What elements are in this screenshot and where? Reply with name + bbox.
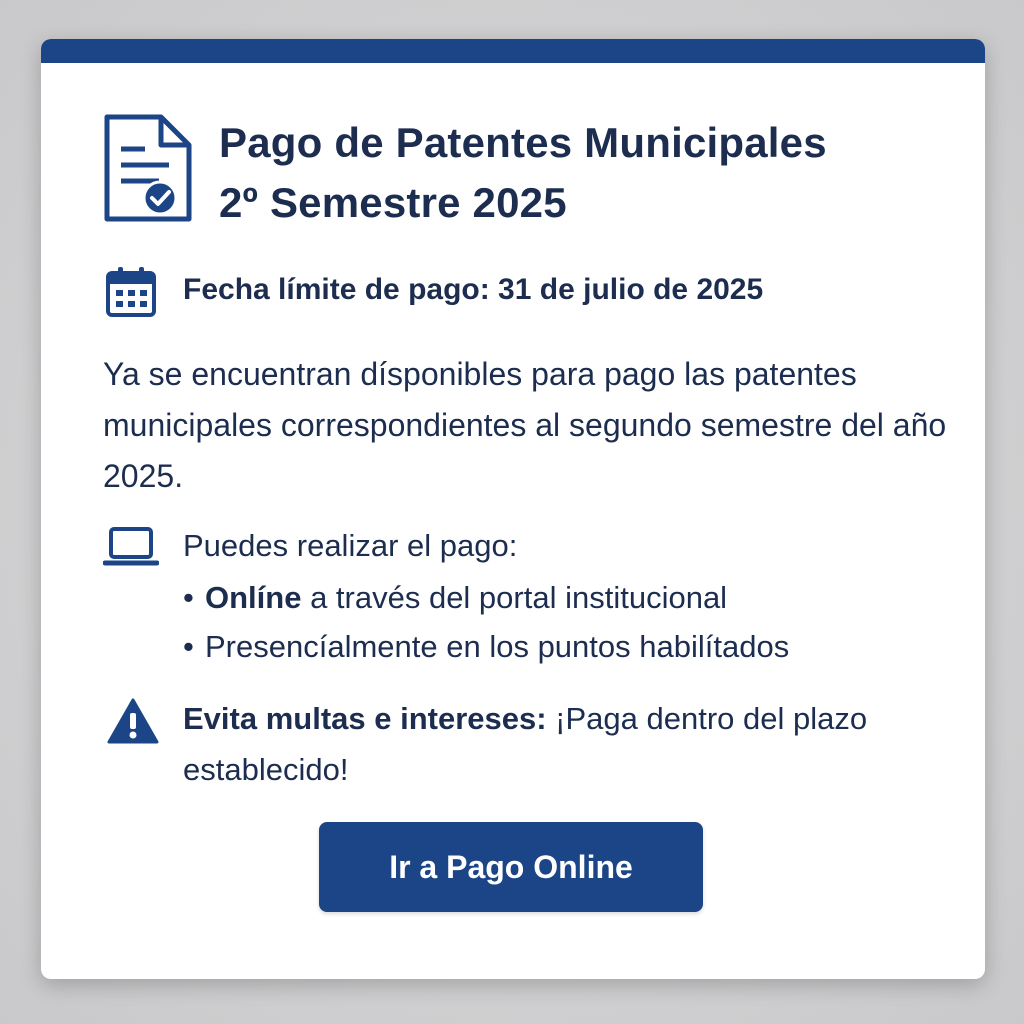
list-item: • Onlíne a través del portal institucional (183, 580, 728, 615)
list-item: • Presencíalmente en los puntos habilítados (183, 629, 790, 664)
payment-list (183, 573, 789, 671)
payment-options (103, 525, 963, 675)
card-top-bar (41, 39, 985, 63)
card-header (103, 111, 943, 231)
document-check-icon (103, 113, 193, 223)
warning-row (103, 693, 963, 803)
warning-text (183, 693, 903, 795)
option-inperson-text: Presencíalmente en los puntos habilítados (205, 629, 790, 664)
option-online-bold: Onlíne (205, 580, 302, 615)
warning-icon (107, 697, 159, 745)
intro-paragraph: Ya se encuentran dísponibles para pago las patentes municipales correspondientes al segundo semestre del año 2025. (103, 356, 947, 494)
deadline-text: Fecha límite de pago: 31 de julio de 2025 (183, 273, 764, 306)
go-to-online-payment-button[interactable]: Ir a Pago Online (319, 822, 703, 912)
laptop-icon (103, 525, 159, 569)
title-line-1: Pago de Patentes Municipales (219, 119, 827, 166)
option-online-text: a través del portal institucional (301, 580, 728, 615)
title-line-2: 2º Semestre 2025 (219, 179, 567, 226)
warning-bold: Evita multas e intereses: (183, 701, 547, 736)
calendar-icon (105, 265, 157, 319)
page-title (219, 113, 827, 233)
warning-rest: ¡Paga dentro del plazo establecido! (183, 701, 868, 787)
announcement-card (41, 39, 985, 979)
deadline-row (105, 265, 945, 321)
payment-lead: Puedes realizar el pago: (183, 528, 518, 563)
